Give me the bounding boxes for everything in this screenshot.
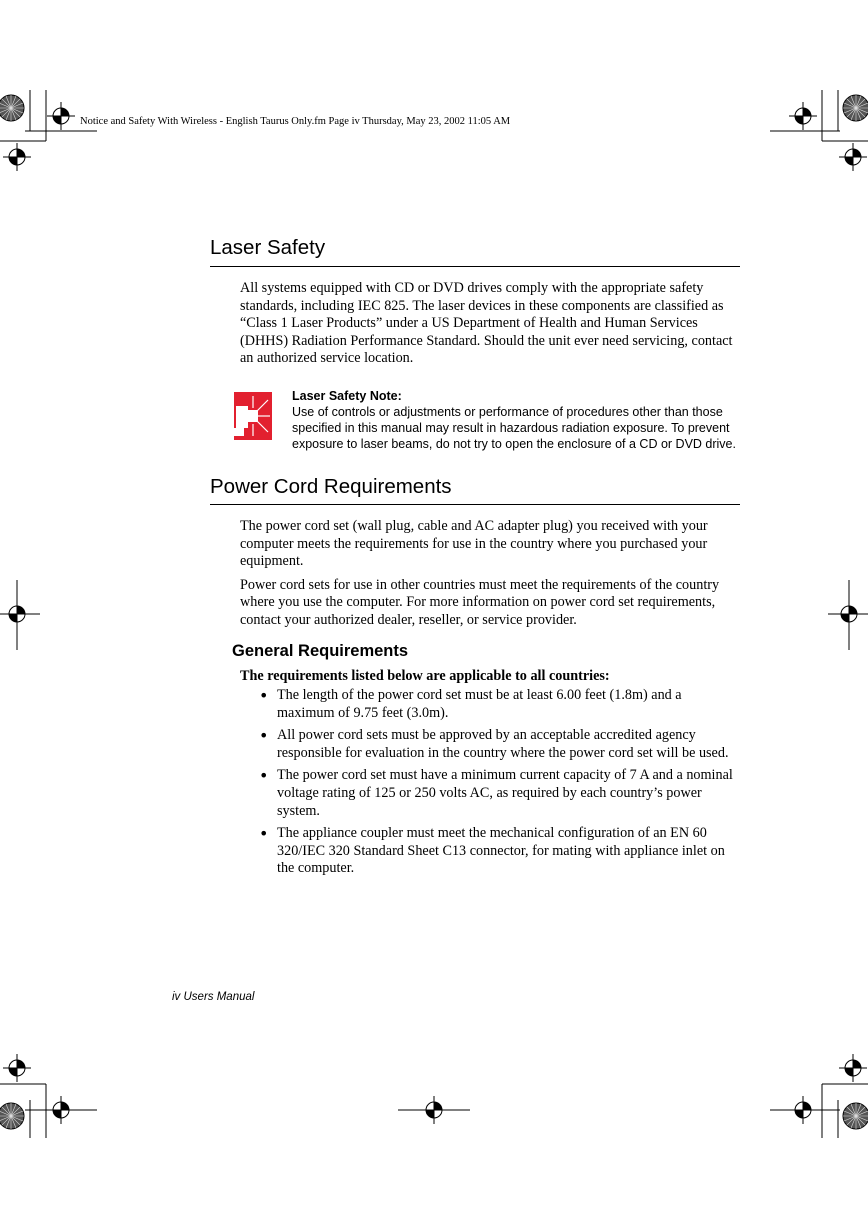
- power-paragraph-2: Power cord sets for use in other countries must meet the requirements of the country where you use the computer. For more information on power cord set requirements, contact your authorized dealer, reseller, or service provider.: [240, 576, 720, 628]
- heading-rule: [210, 266, 740, 267]
- requirements-lead: The requirements listed below are applicable to all countries:: [240, 668, 610, 684]
- bullet-icon: •: [259, 686, 269, 705]
- body-text: All systems equipped with CD or DVD drives comply with the appropriate safety standards, including IEC 825. The laser devices in these components are classified as “Class 1 Laser Products” under a US Department of Health and Human Services (DHHS) Radiation Performance Standard. Should the unit ever need servicing, contact an authorized service location.: [240, 280, 733, 367]
- print-slug: Notice and Safety With Wireless - English Taurus Only.fm Page iv Thursday, May 23, 2002 11:05 AM: [80, 116, 511, 127]
- general-requirements-heading: General Requirements: [232, 642, 409, 660]
- bullet-icon: •: [259, 726, 269, 746]
- laser-safety-paragraph: [240, 280, 740, 374]
- power-cord-paragraphs: [240, 518, 740, 636]
- power-cord-heading: Power Cord Requirements: [210, 475, 452, 498]
- list-item: • The appliance coupler must meet the mechanical configuration of an EN 60 320/IEC 320 Standard Sheet C13 connector, for mating with appliance inlet on the computer.: [259, 824, 725, 877]
- list-item: • All power cord sets must be approved by an acceptable accredited agency responsible for evaluation in the country where the power cord set will be used.: [259, 726, 729, 761]
- heading-rule: [210, 504, 740, 505]
- laser-note-title: Laser Safety Note:: [292, 389, 402, 403]
- bullet-icon: •: [259, 824, 269, 844]
- list-item: • The length of the power cord set must be at least 6.00 feet (1.8m) and a maximum of 9.75 feet (3.0m).: [259, 686, 682, 721]
- laser-note-text: Use of controls or adjustments or performance of procedures other than those specified in this manual may result in hazardous radiation exposure. To prevent exposure to laser beams, do not try to open the enclosure of a CD or DVD drive.: [292, 405, 736, 451]
- laser-warning-icon: [234, 392, 272, 440]
- page-footer: iv Users Manual: [172, 991, 255, 1003]
- list-item: • The power cord set must have a minimum current capacity of 7 A and a nominal voltage rating of 125 or 250 volts AC, as required by each country’s power system.: [259, 766, 733, 819]
- power-paragraph-1: The power cord set (wall plug, cable and AC adapter plug) you received with your computer meets the requirements for use in the country where you purchased your equipment.: [240, 518, 708, 570]
- bullet-icon: •: [259, 766, 269, 786]
- requirements-list: [240, 687, 742, 883]
- laser-safety-heading: Laser Safety: [210, 236, 326, 259]
